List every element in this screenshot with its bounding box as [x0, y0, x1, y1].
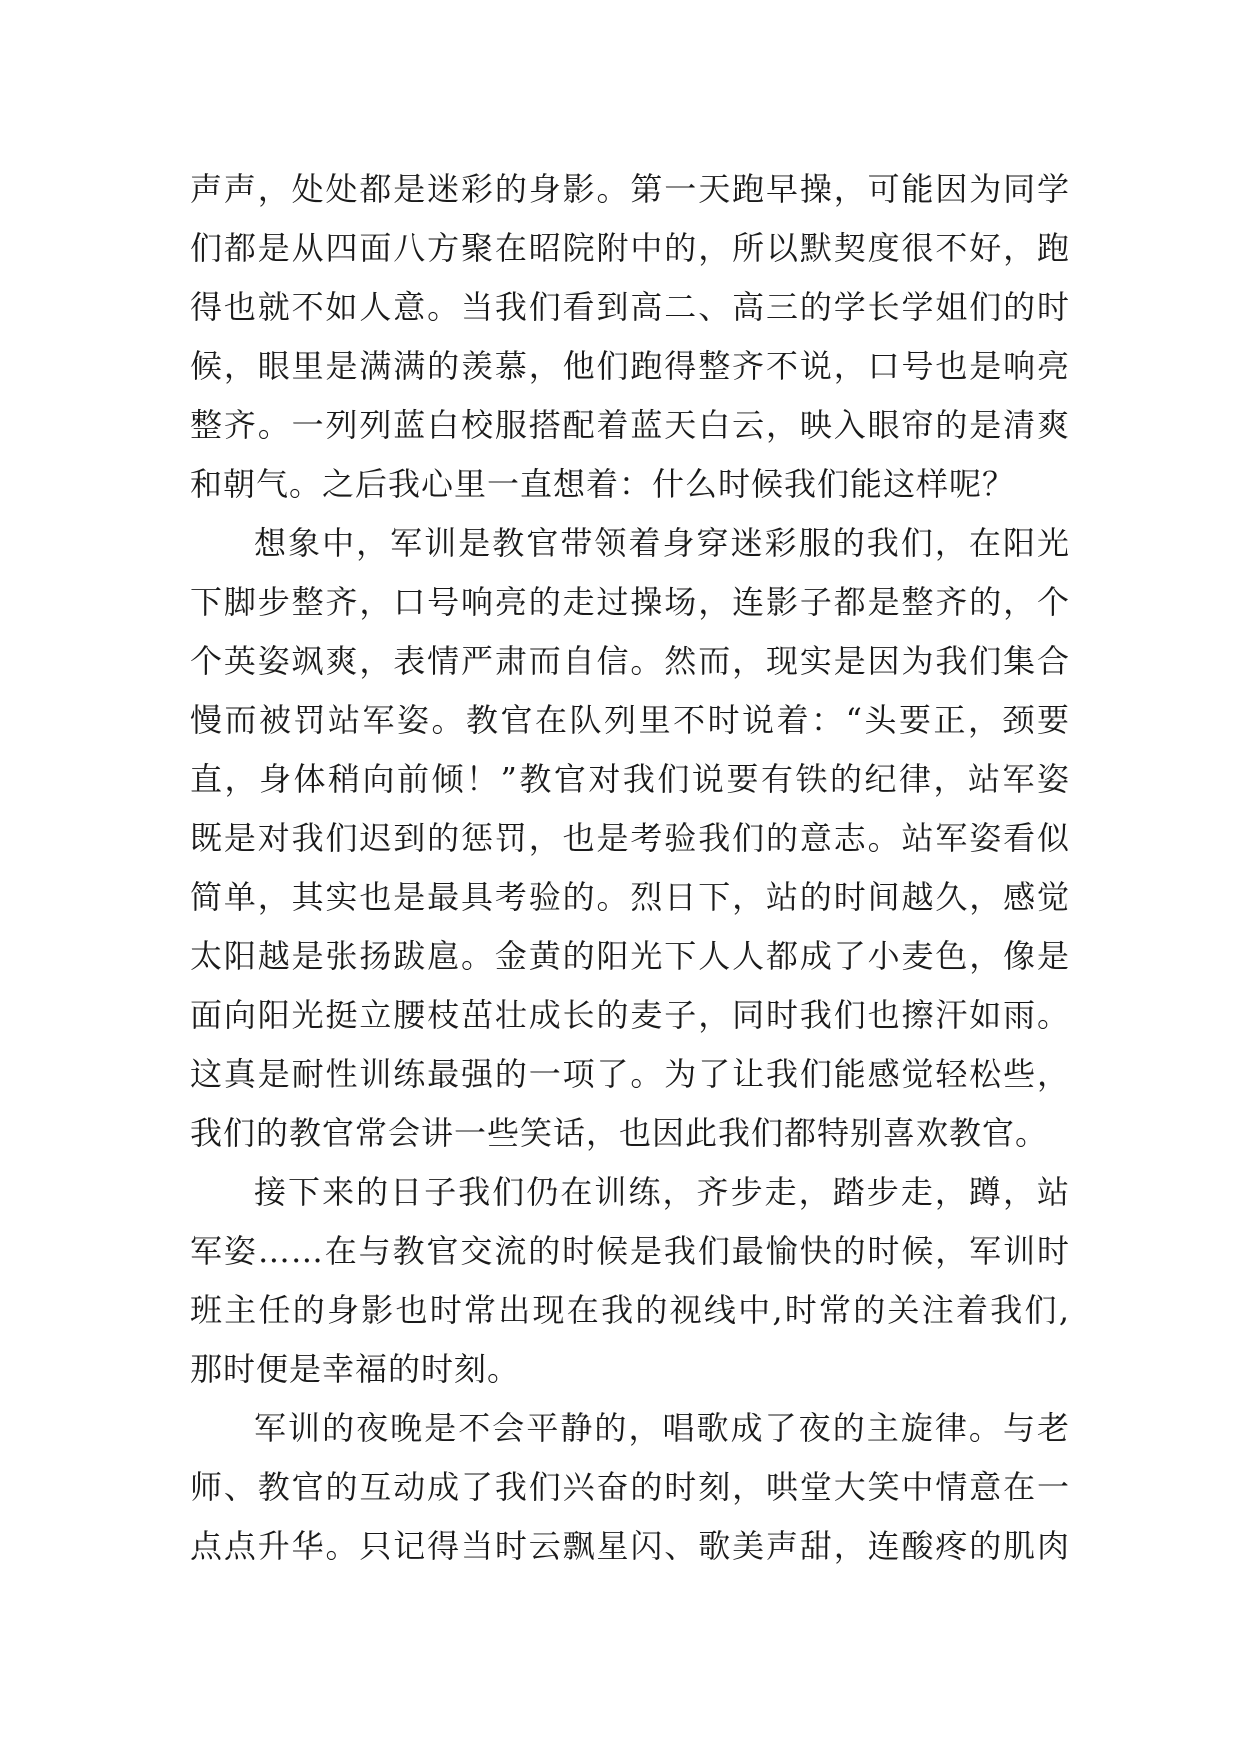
- text-line: 们都是从四面八方聚在昭院附中的，所以默契度很不好，跑: [190, 229, 1070, 267]
- text-line: 直，身体稍向前倾！”教官对我们说要有铁的纪律，站军姿: [190, 760, 1070, 798]
- text-line: 个英姿飒爽，表情严肃而自信。然而，现实是因为我们集合: [190, 642, 1070, 680]
- text-line: 得也就不如人意。当我们看到高二、高三的学长学姐们的时: [190, 288, 1070, 326]
- body-text: [190, 160, 1070, 1576]
- text-line: 点点升华。只记得当时云飘星闪、歌美声甜，连酸疼的肌肉: [190, 1527, 1070, 1565]
- text-line: 整齐。一列列蓝白校服搭配着蓝天白云，映入眼帘的是清爽: [190, 406, 1070, 444]
- text-line: 班主任的身影也时常出现在我的视线中,时常的关注着我们,: [190, 1291, 1070, 1329]
- paragraph-first-line: 想象中，军训是教官带领着身穿迷彩服的我们，在阳光: [254, 524, 1070, 562]
- text-line: 太阳越是张扬跋扈。金黄的阳光下人人都成了小麦色，像是: [190, 937, 1070, 975]
- text-line: 面向阳光挺立腰枝茁壮成长的麦子，同时我们也擦汗如雨。: [190, 996, 1070, 1034]
- text-line: 我们的教官常会讲一些笑话，也因此我们都特别喜欢教官。: [190, 1114, 1049, 1152]
- text-line: 和朝气。之后我心里一直想着：什么时候我们能这样呢？: [190, 465, 1016, 503]
- text-line: 军姿……在与教官交流的时候是我们最愉快的时候，军训时: [190, 1232, 1070, 1270]
- text-line: 既是对我们迟到的惩罚，也是考验我们的意志。站军姿看似: [190, 819, 1070, 857]
- text-line: 简单，其实也是最具考验的。烈日下，站的时间越久，感觉: [190, 878, 1070, 916]
- text-line: 师、教官的互动成了我们兴奋的时刻，哄堂大笑中情意在一: [190, 1468, 1070, 1506]
- paragraph-first-line: 军训的夜晚是不会平静的，唱歌成了夜的主旋律。与老: [254, 1409, 1070, 1447]
- paragraph-first-line: 接下来的日子我们仍在训练，齐步走，踏步走，蹲，站: [254, 1173, 1070, 1211]
- text-line: 声声，处处都是迷彩的身影。第一天跑早操，可能因为同学: [190, 170, 1070, 208]
- text-line: 候，眼里是满满的羡慕，他们跑得整齐不说，口号也是响亮: [190, 347, 1070, 385]
- text-line: 下脚步整齐，口号响亮的走过操场，连影子都是整齐的，个: [190, 583, 1070, 621]
- text-line: 慢而被罚站军姿。教官在队列里不时说着：“头要正，颈要: [190, 701, 1070, 739]
- text-line: 这真是耐性训练最强的一项了。为了让我们能感觉轻松些，: [190, 1055, 1070, 1093]
- text-line: 那时便是幸福的时刻。: [190, 1350, 521, 1388]
